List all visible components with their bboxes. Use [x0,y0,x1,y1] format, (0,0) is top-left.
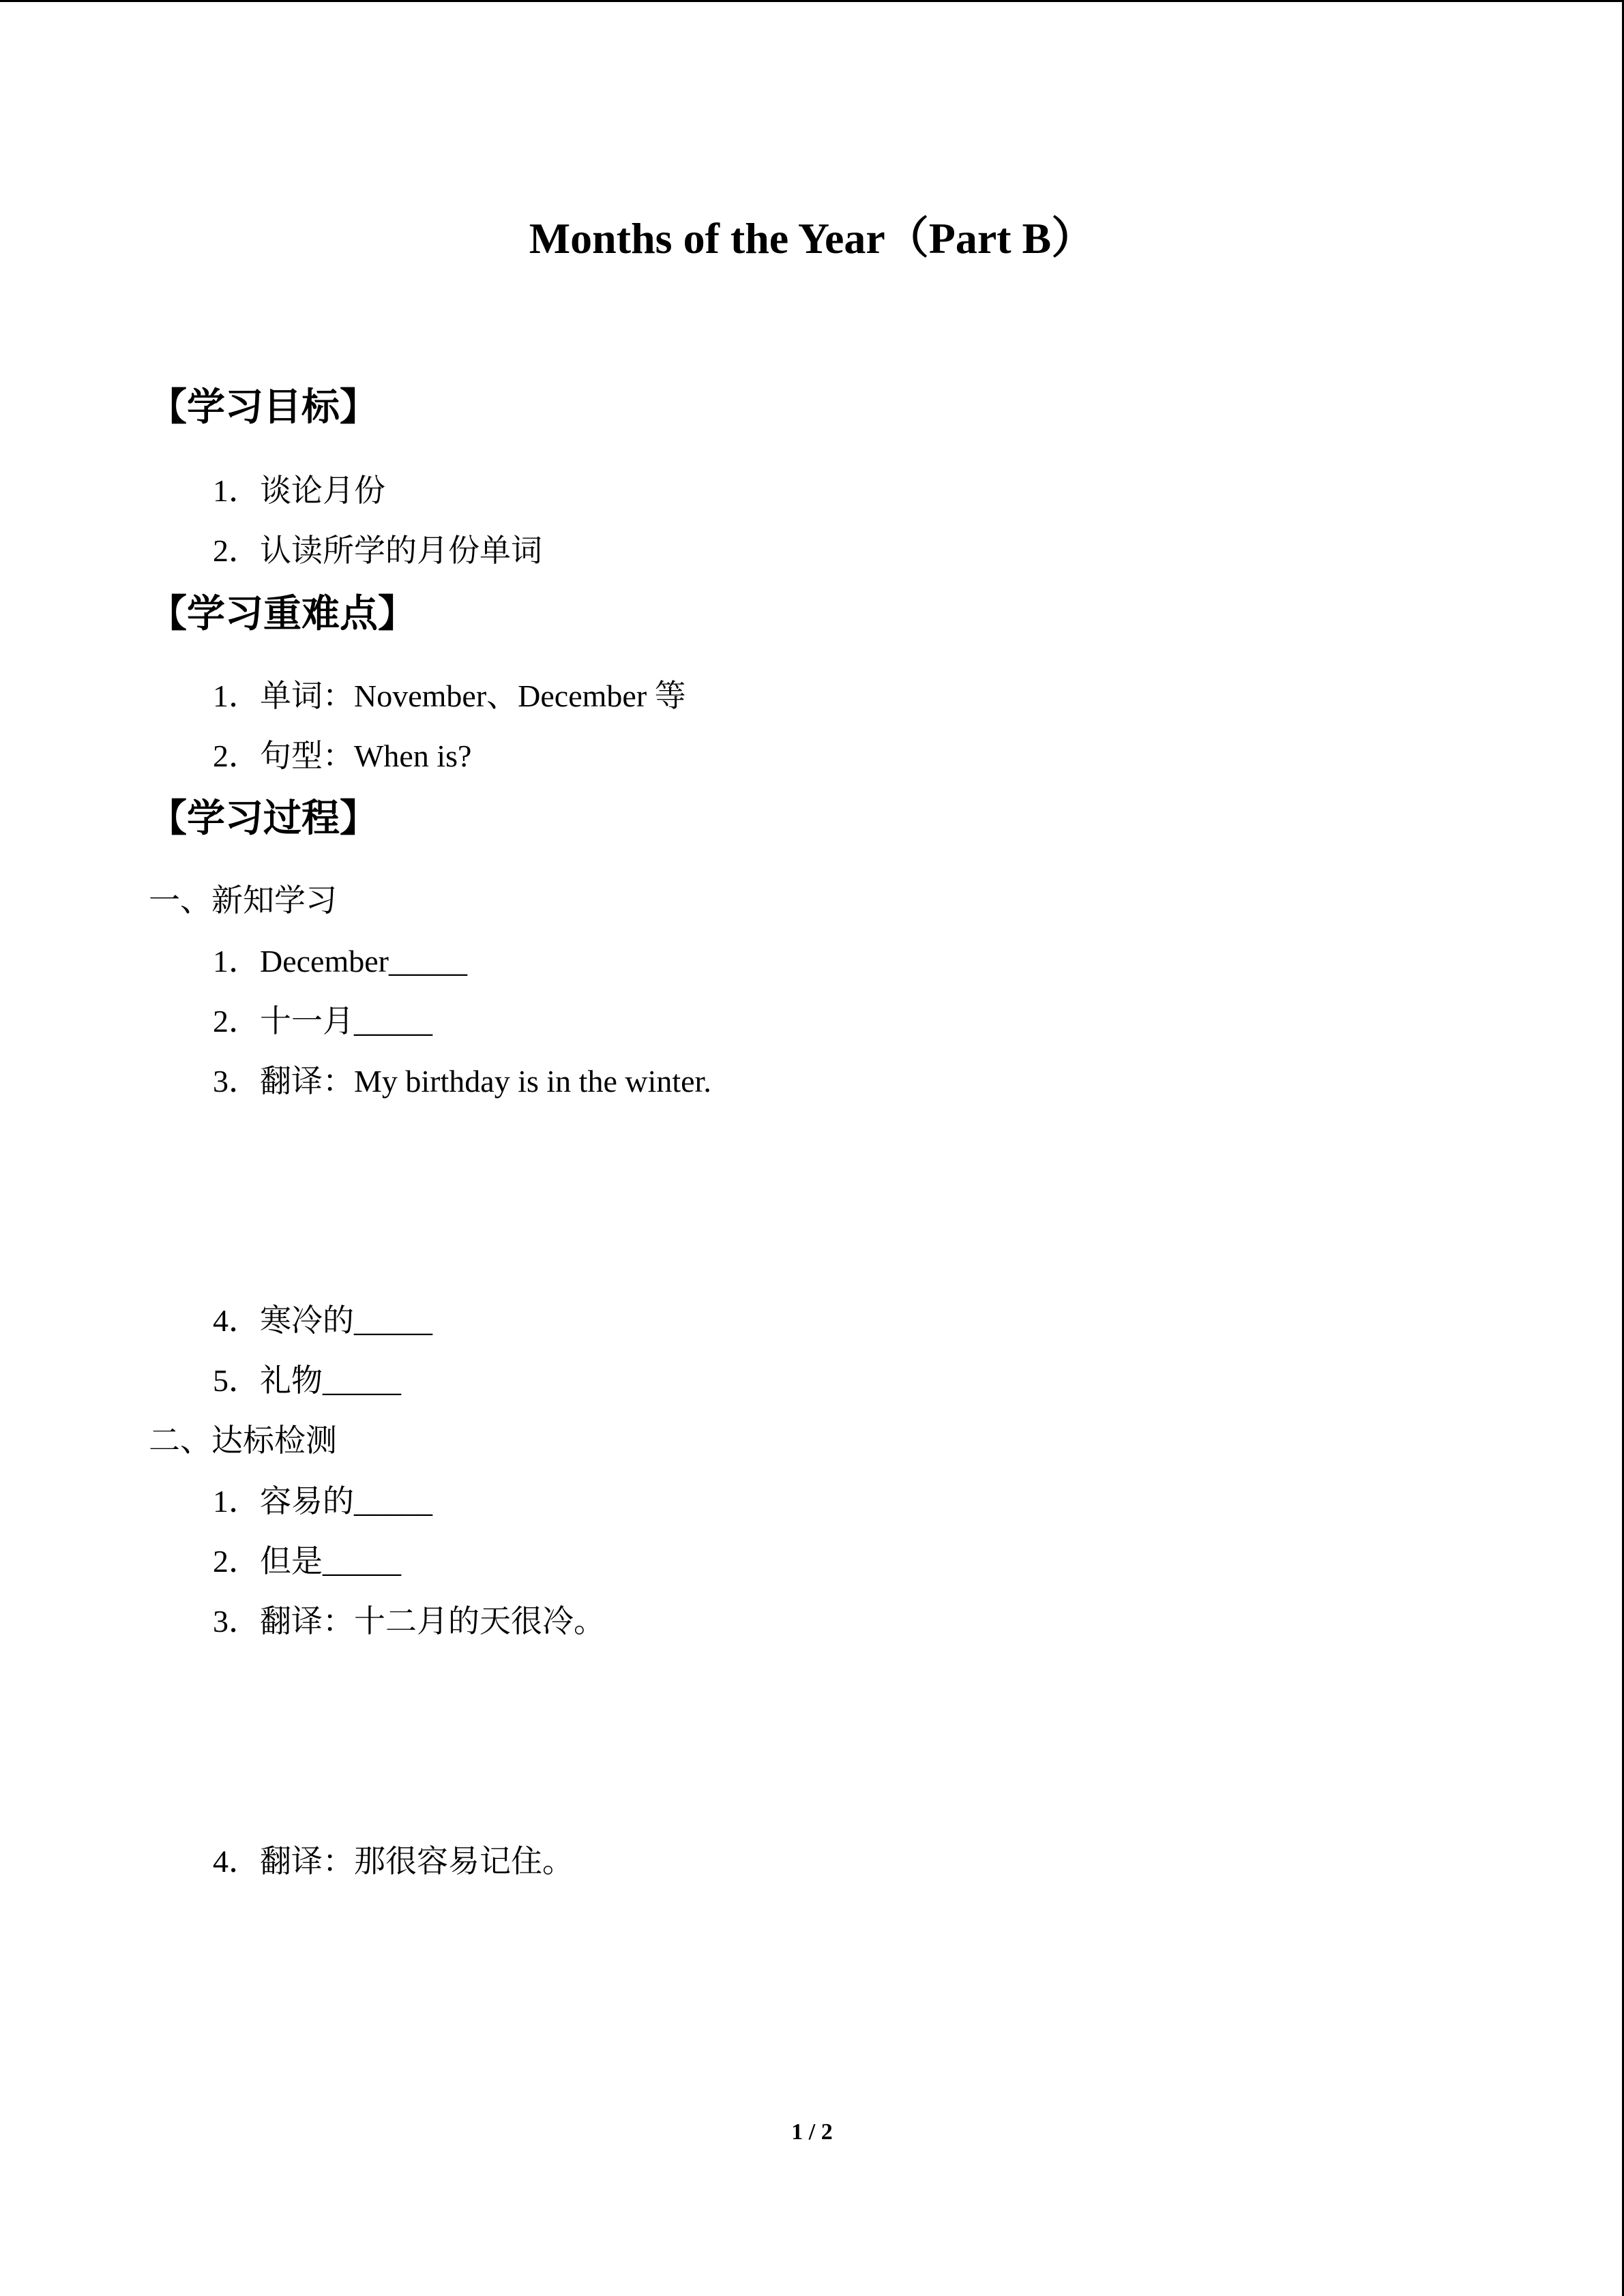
page-number: 1 / 2 [791,2119,833,2145]
exercise-item: 4．寒冷的_____ [213,1303,432,1338]
assessment-section-label: 二、达标检测 [149,1423,337,1458]
page-top-border [0,0,1624,2]
assessment-item: 3．翻译：十二月的天很冷。 [213,1604,605,1639]
keypoint-item-2: 2．句型：When is? [213,739,472,773]
document-title: Months of the Year（Part B） [529,214,1095,263]
goal-item-2: 2．认读所学的月份单词 [213,533,542,568]
assessment-item: 1．容易的_____ [213,1484,432,1519]
exercise-item: 3．翻译：My birthday is in the winter. [213,1064,711,1099]
exercise-item: 2．十一月_____ [213,1004,432,1039]
assessment-item: 4．翻译：那很容易记住。 [213,1844,574,1879]
exercise-item: 1．December_____ [213,944,467,979]
goals-heading: 【学习目标】 [149,387,378,429]
new-knowledge-section-label: 一、新知学习 [149,883,337,918]
process-heading: 【学习过程】 [149,798,378,840]
goal-item-1: 1．谈论月份 [213,473,385,508]
assessment-item: 2．但是_____ [213,1544,401,1579]
keypoints-heading: 【学习重难点】 [149,593,416,636]
exercise-item: 5．礼物_____ [213,1363,401,1398]
keypoint-item-1: 1．单词：November、December 等 [213,679,686,713]
